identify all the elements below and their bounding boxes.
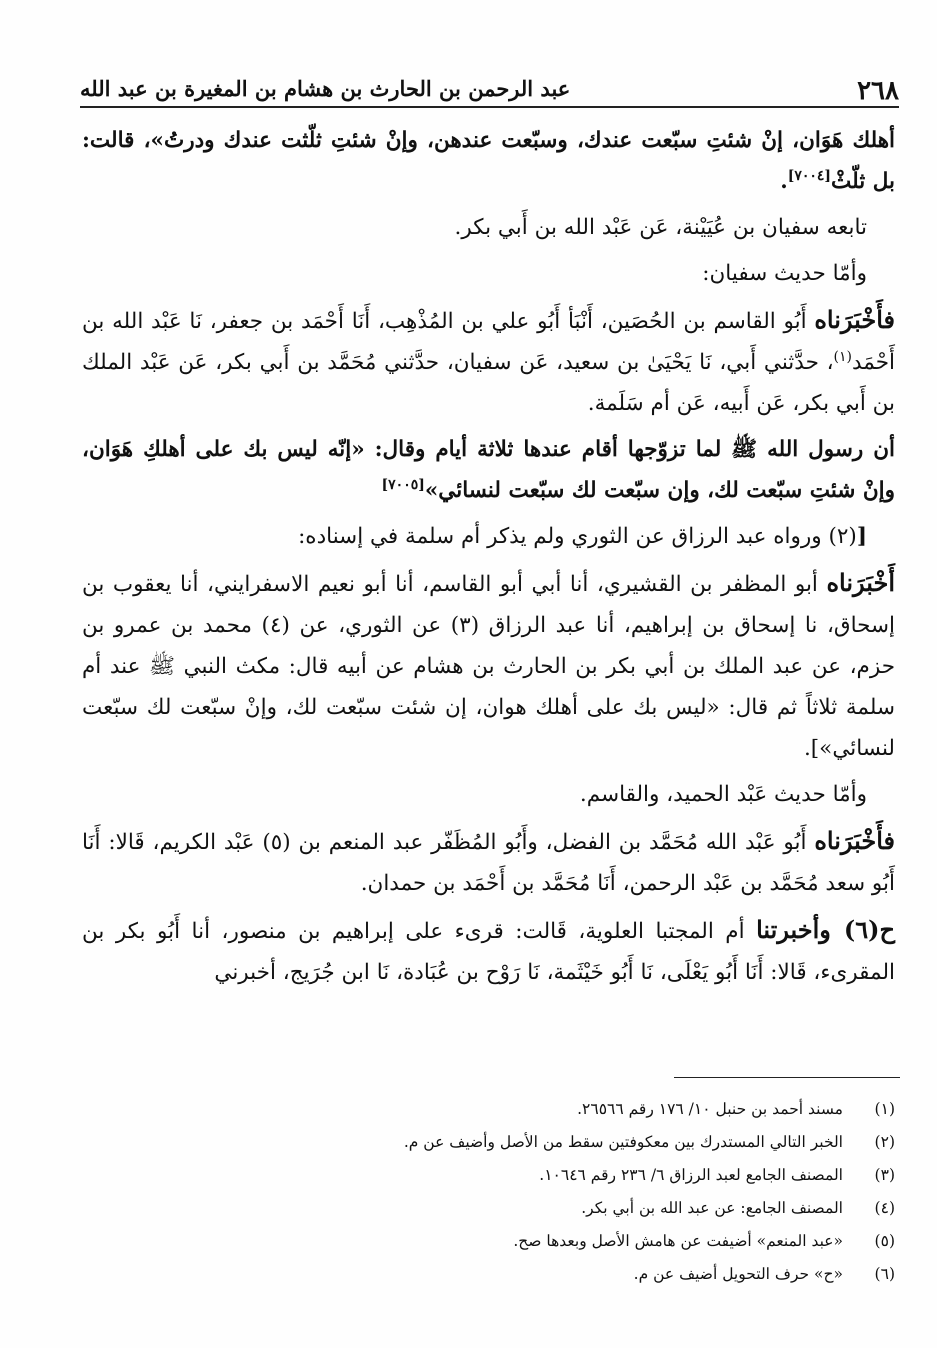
paragraph	[82, 909, 895, 993]
paragraph-text: وأمّا حديث سفيان:	[702, 261, 867, 286]
paragraph-text: (٢) ورواه عبد الرزاق عن الثوري ولم يذكر أم سلمة في إسناده:	[298, 524, 857, 549]
footnote	[300, 1100, 895, 1133]
footnote-number: (٥)	[874, 1232, 895, 1250]
paragraph	[82, 516, 895, 557]
paragraph-tail: .	[780, 169, 788, 194]
paragraph-lead: أَخْبَرَناه	[826, 568, 895, 597]
paragraph-text: أن رسول الله ﷺ لما تزوّجها أقام عندها ثلاثة أيام وقال: «إنّه ليس بك على أهلكِ هَوَان، وإنْ شئتِ سبّعت لك، وإن سبّعت لك سبّعت لنسائي»	[82, 437, 895, 503]
footnote-text: «ح» حرف التحويل أضيف عن م.	[633, 1265, 843, 1283]
footnote-text: «عبد المنعم» أضيفت عن هامش الأصل وبعدها صح.	[513, 1232, 843, 1250]
footnote-number: (٣)	[874, 1166, 895, 1184]
hadith-number: [٧٠٠٥]	[381, 476, 425, 493]
page-number: ٢٦٨	[857, 76, 899, 106]
header-rule	[80, 106, 899, 108]
main-text	[82, 120, 895, 998]
footnote-text: المصنف الجامع لعبد الرزاق ٦/ ٢٣٦ رقم ١٠٦٤٦.	[539, 1166, 843, 1184]
footnote	[300, 1133, 895, 1166]
paragraph	[82, 429, 895, 511]
paragraph	[82, 253, 895, 294]
paragraph-lead: فأَخْبَرَناه	[814, 826, 895, 855]
footnote	[300, 1265, 895, 1298]
footnote-number: (٦)	[874, 1265, 895, 1283]
paragraph-lead: فأَخْبَرَناه	[814, 305, 895, 334]
paragraph-text: أم المجتبا العلوية، قَالت: قرىء على إبراهيم بن منصور، أنا أَبُو بكر بن المقرىء، قَالا: أَنَا أَبُو يَعْلَى، نَا أَبُو خَيْثَمة، نَا رَوْح بن عُبَادة، نَا ابن جُرَيج، أخبرني	[82, 919, 895, 985]
footnote-rule	[674, 1077, 900, 1078]
footnotes	[300, 1100, 895, 1298]
running-title: عبد الرحمن بن الحارث بن هشام بن المغيرة بن عبد الله	[80, 76, 571, 101]
footnote-number: (١)	[874, 1100, 895, 1118]
paragraph-lead: ح(٦) وأخبرتنا	[756, 915, 895, 944]
paragraph	[82, 820, 895, 904]
footnote	[300, 1199, 895, 1232]
footnote-text: الخبر التالي المستدرك بين معكوفتين سقط من الأصل وأضيف عن م.	[403, 1133, 843, 1151]
footnote-number: (٤)	[874, 1199, 895, 1217]
paragraph	[82, 774, 895, 815]
hadith-number: [٧٠٠٤]	[787, 167, 832, 184]
footnote-ref: (١)	[833, 348, 853, 365]
paragraph	[82, 207, 895, 248]
paragraph-lead: [	[856, 524, 867, 549]
footnote-number: (٢)	[874, 1133, 895, 1151]
paragraph-text: تابعه سفيان بن عُيَيْنة، عَن عَبْد الله بن أَبي بكر.	[454, 215, 867, 240]
footnote	[300, 1232, 895, 1265]
paragraph	[82, 562, 895, 769]
page-header	[80, 62, 899, 106]
paragraph-text: وأمّا حديث عَبْد الحميد، والقاسم.	[579, 782, 867, 807]
footnote-text: مسند أحمد بن حنبل ١٠/ ١٧٦ رقم ٢٦٥٦٦.	[577, 1100, 843, 1118]
paragraph-text: أهلك هَوَان، إنْ شئتِ سبّعت عندك، وسبّعت عندهن، وإنْ شئتِ ثلّثت عندك ودرتُ»، قالت: بل ثلّثْ	[82, 128, 895, 194]
paragraph-text: أَبُو القاسم بن الحُصَين، أَنْبَأ أَبُو علي بن المُذْهِب، أَنَا أَحْمَد بن جعفر، نَا عَبْد الله بن أَحْمَد	[82, 309, 895, 375]
paragraph	[82, 299, 895, 424]
footnote	[300, 1166, 895, 1199]
paragraph	[82, 120, 895, 202]
footnote-text: المصنف الجامع: عن عبد الله بن أبي بكر.	[581, 1199, 843, 1217]
paragraph-text: أبو المظفر بن القشيري، أنا أبي أبو القاسم، أنا أبو نعيم الاسفرايني، أنا يعقوب بن إسحاق، نا إسحاق بن إبراهيم، أنا عبد الرزاق (٣) عن الثوري، عن (٤) محمد بن عمرو بن حزم، عن عبد الملك بن أبي بكر بن الحارث بن هشام عن أبيه قال: مكث النبي ﷺ عند أم سلمة ثلاثاً ثم قال: «ليس بك على أهلك هوان، إن شئت سبّعت لك، وإنْ سبّعت لك سبّعت لنسائي»].	[82, 572, 895, 761]
paragraph-tail: ، حدَّثني أَبي، نَا يَحْيَىٰ بن سعيد، عَن سفيان، حدَّثني مُحَمَّد بن أَبي بكر، عَن عَبْد الملك بن أَبي بكر، عَن أَبيه، عَن أم سَلَمة.	[82, 350, 895, 416]
paragraph-text: أَبُو عَبْد الله مُحَمَّد بن الفضل، وأَبُو المُظَفّر عبد المنعم بن (٥) عَبْد الكريم، قَالا: أَنَا أَبُو سعد مُحَمَّد بن عَبْد الرحمن، أَنَا مُحَمَّد بن أَحْمَد بن حمدان.	[82, 830, 895, 896]
